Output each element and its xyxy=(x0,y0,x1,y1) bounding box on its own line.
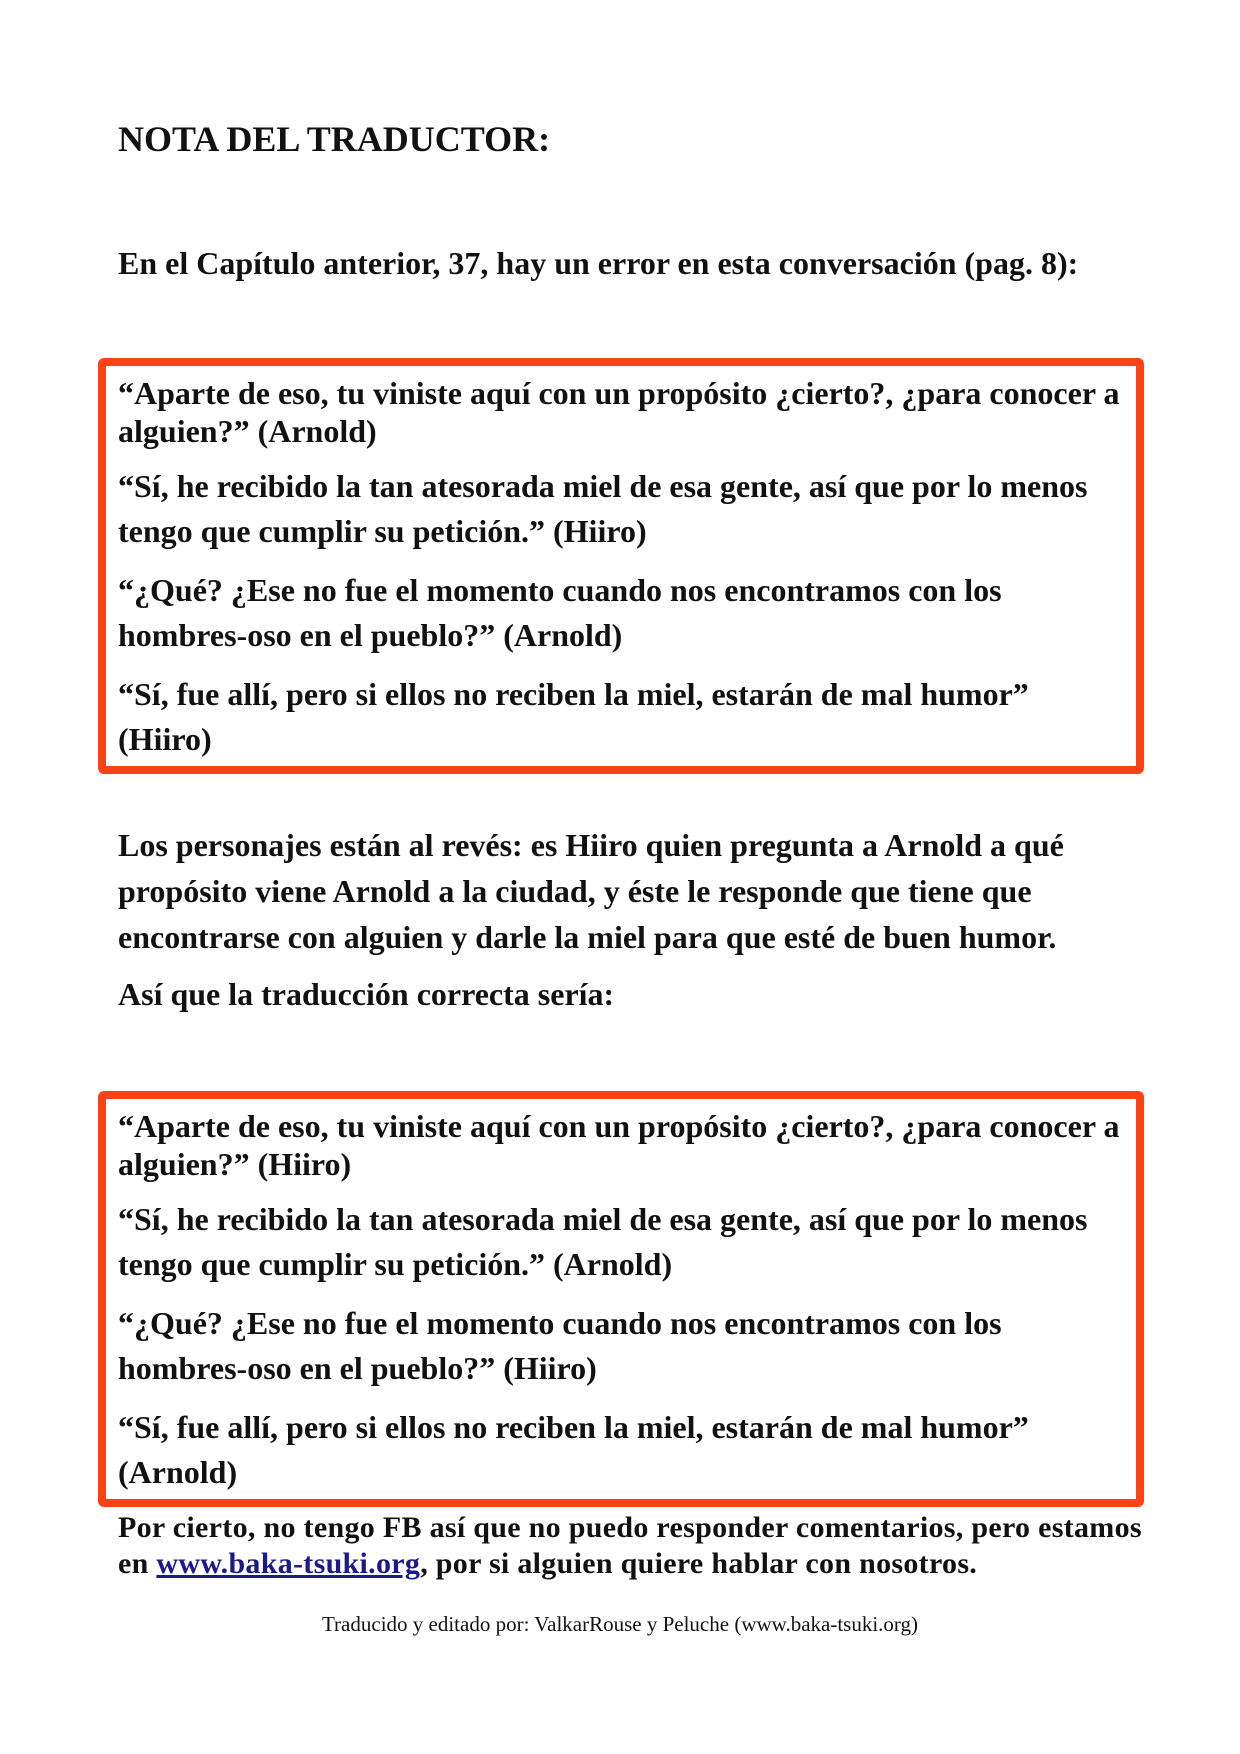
quote-line: “¿Qué? ¿Ese no fue el momento cuando nos encontramos con los hombres-oso en el pueblo?” (Hiiro) xyxy=(118,1305,1002,1386)
facebook-note xyxy=(118,1510,1158,1582)
fb-note-before: Por cierto, no tengo FB así que no puedo responder comentarios, pero estamos en xyxy=(118,1511,1142,1580)
page-title: NOTA DEL TRADUCTOR: xyxy=(118,119,551,159)
intro-text: En el Capítulo anterior, 37, hay un error en esta conversación (pag. 8): xyxy=(118,245,1079,281)
correct-translation-box xyxy=(98,1091,1144,1507)
quote-line: “Aparte de eso, tu viniste aquí con un propósito ¿cierto?, ¿para conocer a alguien?” (Hiiro) xyxy=(118,1108,1120,1182)
quote-line: “¿Qué? ¿Ese no fue el momento cuando nos encontramos con los hombres-oso en el pueblo?” (Arnold) xyxy=(118,572,1002,653)
explanation-text: Los personajes están al revés: es Hiiro quien pregunta a Arnold a qué propósito viene Arnold a la ciudad, y éste le responde que tiene que encontrarse con alguien y darle la miel para que esté de buen humor. xyxy=(118,827,1064,955)
quote-line: “Aparte de eso, tu viniste aquí con un propósito ¿cierto?, ¿para conocer a alguien?” (Arnold) xyxy=(118,375,1120,449)
quote-line: “Sí, fue allí, pero si ellos no reciben la miel, estarán de mal humor” (Arnold) xyxy=(118,1409,1029,1490)
baka-tsuki-link[interactable]: www.baka-tsuki.org xyxy=(156,1547,421,1580)
quote-line: “Sí, he recibido la tan atesorada miel de esa gente, así que por lo menos tengo que cumplir su petición.” (Arnold) xyxy=(118,1201,1088,1282)
quote-line: “Sí, fue allí, pero si ellos no reciben la miel, estarán de mal humor” (Hiiro) xyxy=(118,676,1029,757)
footer-credits: Traducido y editado por: ValkarRouse y Peluche (www.baka-tsuki.org) xyxy=(321,1612,919,1636)
quote-line: “Sí, he recibido la tan atesorada miel de esa gente, así que por lo menos tengo que cumplir su petición.” (Hiiro) xyxy=(118,468,1088,549)
wrong-translation-box xyxy=(98,358,1144,774)
correct-translation-intro: Así que la traducción correcta sería: xyxy=(118,976,615,1012)
fb-note-after: , por si alguien quiere hablar con nosotros. xyxy=(420,1547,978,1580)
